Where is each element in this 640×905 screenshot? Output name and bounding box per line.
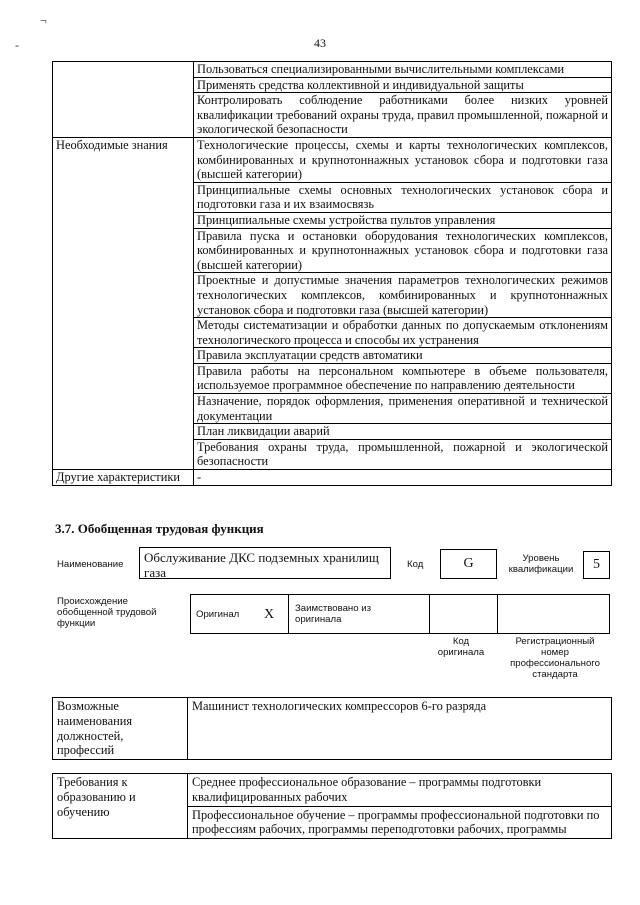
competence-table bbox=[52, 61, 612, 486]
function-name: Обслуживание ДКС подземных хранилищ газа bbox=[144, 550, 379, 580]
skill-cell: Пользоваться специализированными вычислительными комплексами bbox=[194, 62, 612, 78]
knowledge-cell: Правила пуска и остановки оборудования технологических комплексов, комбинированных и крупнотоннажных установок сбора и подготовки газа (высшей категории) bbox=[194, 228, 612, 273]
section-title: 3.7. Обобщенная трудовая функция bbox=[55, 521, 264, 536]
original-label: Оригинал bbox=[196, 609, 240, 620]
level-label: Уровень квалификации bbox=[508, 553, 574, 575]
registration-caption: Регистрационный номер профессионального стандарта bbox=[510, 636, 600, 680]
page-number: 43 bbox=[314, 36, 326, 50]
knowledge-cell: Правила эксплуатации средств автоматики bbox=[194, 348, 612, 364]
knowledge-cell: Принципиальные схемы основных технологических установок сбора и подготовки газа и их взаимосвязь bbox=[194, 182, 612, 212]
code-box bbox=[440, 549, 497, 579]
level-value: 5 bbox=[593, 557, 600, 572]
original-mark: X bbox=[264, 607, 275, 622]
skills-label-cell bbox=[53, 62, 194, 138]
origin-divider bbox=[429, 595, 430, 633]
knowledge-cell: План ликвидации аварий bbox=[194, 424, 612, 440]
function-name-box bbox=[139, 547, 391, 579]
corner-mark-side: - bbox=[15, 38, 19, 52]
name-label: Наименование bbox=[57, 559, 124, 570]
table-row bbox=[53, 137, 612, 182]
knowledge-cell: Технологические процессы, схемы и карты технологических комплексов, комбинированных и крупнотоннажных установок сбора и подготовки газа (высшей категории) bbox=[194, 137, 612, 182]
knowledge-cell: Методы систематизации и обработки данных по допускаемым отклонениям технологического процесса и способы их устранения bbox=[194, 318, 612, 348]
knowledge-label: Необходимые знания bbox=[53, 137, 194, 469]
positions-label: Возможные наименования должностей, профессий bbox=[53, 698, 188, 760]
table-row bbox=[53, 774, 612, 807]
education-line: Среднее профессиональное образование – программы подготовки квалифицированных рабочих bbox=[188, 774, 612, 807]
origin-label: Происхождение обобщенной трудовой функции bbox=[57, 596, 157, 629]
knowledge-cell: Требования охраны труда, промышленной, пожарной и экологической безопасности bbox=[194, 439, 612, 469]
table-row bbox=[53, 698, 612, 760]
table-row bbox=[53, 470, 612, 486]
level-box bbox=[583, 551, 610, 579]
other-characteristics-label: Другие характеристики bbox=[53, 470, 194, 486]
corner-mark-top: ¬ bbox=[40, 13, 47, 27]
code-original-caption: Код оригинала bbox=[437, 636, 485, 658]
positions-value: Машинист технологических компрессоров 6-го разряда bbox=[188, 698, 612, 760]
origin-row bbox=[190, 594, 610, 634]
code-value: G bbox=[463, 556, 474, 571]
code-label: Код bbox=[407, 559, 424, 570]
knowledge-cell: Принципиальные схемы устройства пультов управления bbox=[194, 212, 612, 228]
positions-table bbox=[52, 697, 612, 760]
education-line: Профессиональное обучение – программы профессиональной подготовки по профессиям рабочих, программы переподготовки рабочих, программы bbox=[188, 806, 612, 839]
borrowed-label: Заимствовано из оригинала bbox=[295, 603, 371, 625]
education-table bbox=[52, 773, 612, 839]
skill-cell: Контролировать соблюдение работниками более низких уровней квалификации требований охраны труда, правил промышленной, пожарной и экологической безопасности bbox=[194, 93, 612, 138]
table-row bbox=[53, 62, 612, 78]
knowledge-cell: Правила работы на персональном компьютере в объеме пользователя, используемое программное обеспечение по направлению деятельности bbox=[194, 363, 612, 393]
knowledge-cell: Назначение, порядок оформления, применения оперативной и технической документации bbox=[194, 394, 612, 424]
knowledge-cell: Проектные и допустимые значения параметров технологических режимов технологических комплексов, комбинированных и крупнотоннажных установок сбора и подготовки газа (высшей категории) bbox=[194, 273, 612, 318]
skill-cell: Применять средства коллективной и индивидуальной защиты bbox=[194, 77, 612, 93]
origin-divider bbox=[497, 595, 498, 633]
origin-divider bbox=[288, 595, 289, 633]
education-label: Требования к образованию и обучению bbox=[53, 774, 188, 839]
other-characteristics-value: - bbox=[194, 470, 612, 486]
